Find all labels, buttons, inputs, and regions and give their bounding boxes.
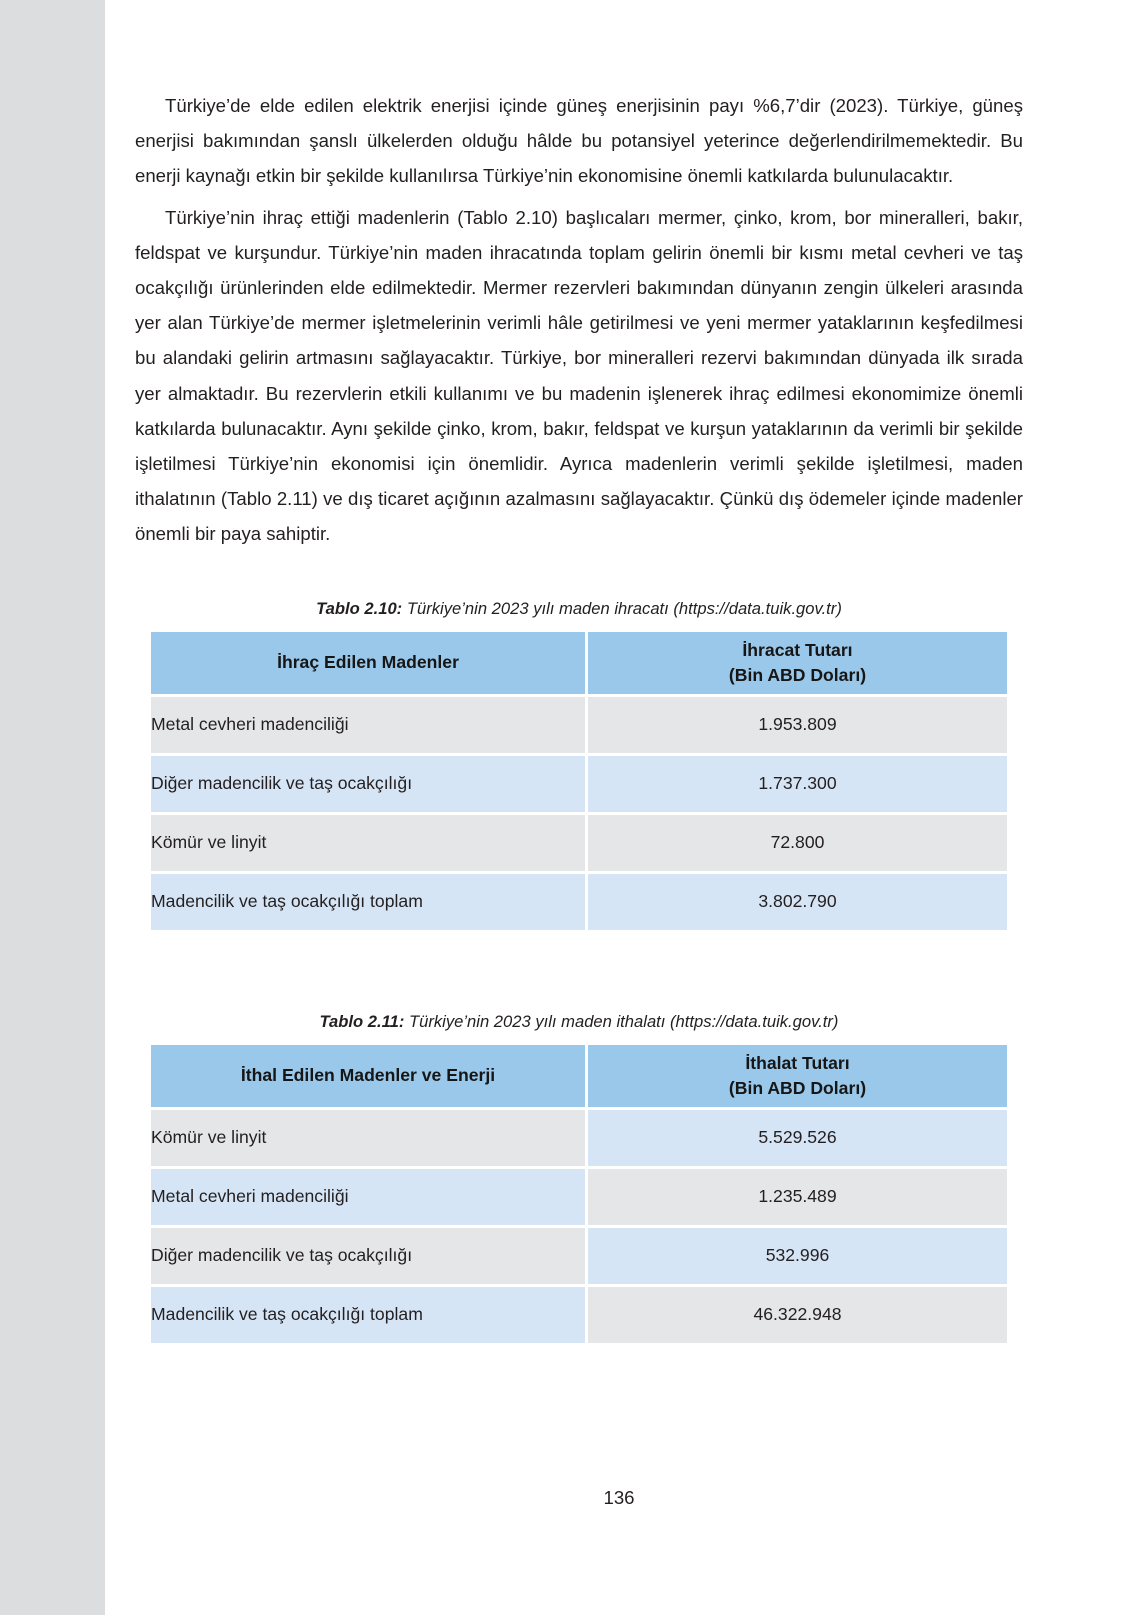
- table-caption-label-2-10: Tablo 2.10:: [316, 598, 403, 618]
- column-header-import-amount: [588, 1045, 1007, 1107]
- cell-import-amount: 532.996: [588, 1228, 1007, 1284]
- cell-export-amount: 72.800: [588, 815, 1007, 871]
- table-mineral-exports: [148, 629, 1010, 933]
- page-canvas: [105, 0, 1133, 1615]
- table-header-row: [151, 632, 1007, 694]
- table-row: [151, 1169, 1007, 1225]
- page-number: 136: [603, 1487, 635, 1508]
- cell-import-name: Metal cevheri madenciliği: [151, 1169, 585, 1225]
- cell-import-amount: 5.529.526: [588, 1110, 1007, 1166]
- cell-import-amount: 1.235.489: [588, 1169, 1007, 1225]
- table-row: [151, 1287, 1007, 1343]
- column-header-import-name: İthal Edilen Madenler ve Enerji: [151, 1045, 585, 1107]
- cell-export-amount: 1.953.809: [588, 697, 1007, 753]
- paragraph-solar-energy: Türkiye’de elde edilen elektrik enerjisi içinde güneş enerjisinin payı %6,7’dir (2023). Türkiye, güneş enerjisi bakımından şanslı ülkelerden olduğu hâlde bu potansiyel yeterince değerlendirilmemektedir. Bu enerji kaynağı etkin bir şekilde kullanılırsa Türkiye’nin ekonomisine önemli katkılarda bulunulacaktır.: [135, 95, 1023, 187]
- table-row: [151, 874, 1007, 930]
- table-row: [151, 1110, 1007, 1166]
- cell-import-name: Madencilik ve taş ocakçılığı toplam: [151, 1287, 585, 1343]
- cell-mineral-name: Madencilik ve taş ocakçılığı toplam: [151, 874, 585, 930]
- cell-mineral-name: Kömür ve linyit: [151, 815, 585, 871]
- column-header-export-amount-line2: (Bin ABD Doları): [728, 664, 867, 685]
- page-content: [135, 88, 1023, 1346]
- table-caption-text-2-10: Türkiye’nin 2023 yılı maden ihracatı (https://data.tuik.gov.tr): [402, 598, 842, 618]
- table-caption-text-2-11: Türkiye’nin 2023 yılı maden ithalatı (https://data.tuik.gov.tr): [404, 1011, 839, 1031]
- cell-import-name: Diğer madencilik ve taş ocakçılığı: [151, 1228, 585, 1284]
- table-row: [151, 697, 1007, 753]
- column-header-export-amount: [588, 632, 1007, 694]
- table-caption-2-11: [135, 1011, 1023, 1033]
- column-header-import-amount-line2: (Bin ABD Doları): [728, 1077, 867, 1098]
- table-block-2-10: [135, 598, 1023, 933]
- table-caption-label-2-11: Tablo 2.11:: [319, 1011, 405, 1031]
- table-mineral-imports: [148, 1042, 1010, 1346]
- table-caption-2-10: [135, 598, 1023, 620]
- cell-import-name: Kömür ve linyit: [151, 1110, 585, 1166]
- cell-mineral-name: Metal cevheri madenciliği: [151, 697, 585, 753]
- table-header-row: [151, 1045, 1007, 1107]
- cell-export-amount: 1.737.300: [588, 756, 1007, 812]
- cell-import-amount: 46.322.948: [588, 1287, 1007, 1343]
- paragraph-mineral-exports: Türkiye’nin ihraç ettiği madenlerin (Tablo 2.10) başlıcaları mermer, çinko, krom, bor mineralleri, bakır, feldspat ve kurşundur. Türkiye’nin maden ihracatında toplam gelirin önemli bir kısmı metal cevheri ve taş ocakçılığı ürünlerinden elde edilmektedir. Mermer rezervleri bakımından dünyanın zengin ülkeleri arasında yer alan Türkiye’de mermer işletmelerinin verimli hâle getirilmesi ve yeni mermer yataklarının keşfedilmesi bu alandaki gelirin artmasını sağlayacaktır. Türkiye, bor mineralleri rezervi bakımından dünyada ilk sırada yer almaktadır. Bu rezervlerin etkili kullanımı ve bu madenin işlenerek ihraç edilmesi ekonomimize önemli katkılarda bulunacaktır. Aynı şekilde çinko, krom, bakır, feldspat ve kurşun yataklarının da verimli bir şekilde işletilmesi Türkiye’nin ekonomisi için önemlidir. Ayrıca madenlerin verimli şekilde işletilmesi, maden ithalatının (Tablo 2.11) ve dış ticaret açığının azalmasını sağlayacaktır. Çünkü dış ödemeler içinde madenler önemli bir paya sahiptir.: [135, 206, 1023, 545]
- table-block-2-11: [135, 1011, 1023, 1346]
- table-row: [151, 756, 1007, 812]
- cell-export-amount: 3.802.790: [588, 874, 1007, 930]
- cell-mineral-name: Diğer madencilik ve taş ocakçılığı: [151, 756, 585, 812]
- column-header-export-amount-line1: İhracat Tutarı: [742, 639, 853, 660]
- column-header-mineral-name: İhraç Edilen Madenler: [151, 632, 585, 694]
- table-row: [151, 1228, 1007, 1284]
- table-row: [151, 815, 1007, 871]
- column-header-import-amount-line1: İthalat Tutarı: [745, 1052, 850, 1073]
- left-margin-strip: [0, 0, 105, 1615]
